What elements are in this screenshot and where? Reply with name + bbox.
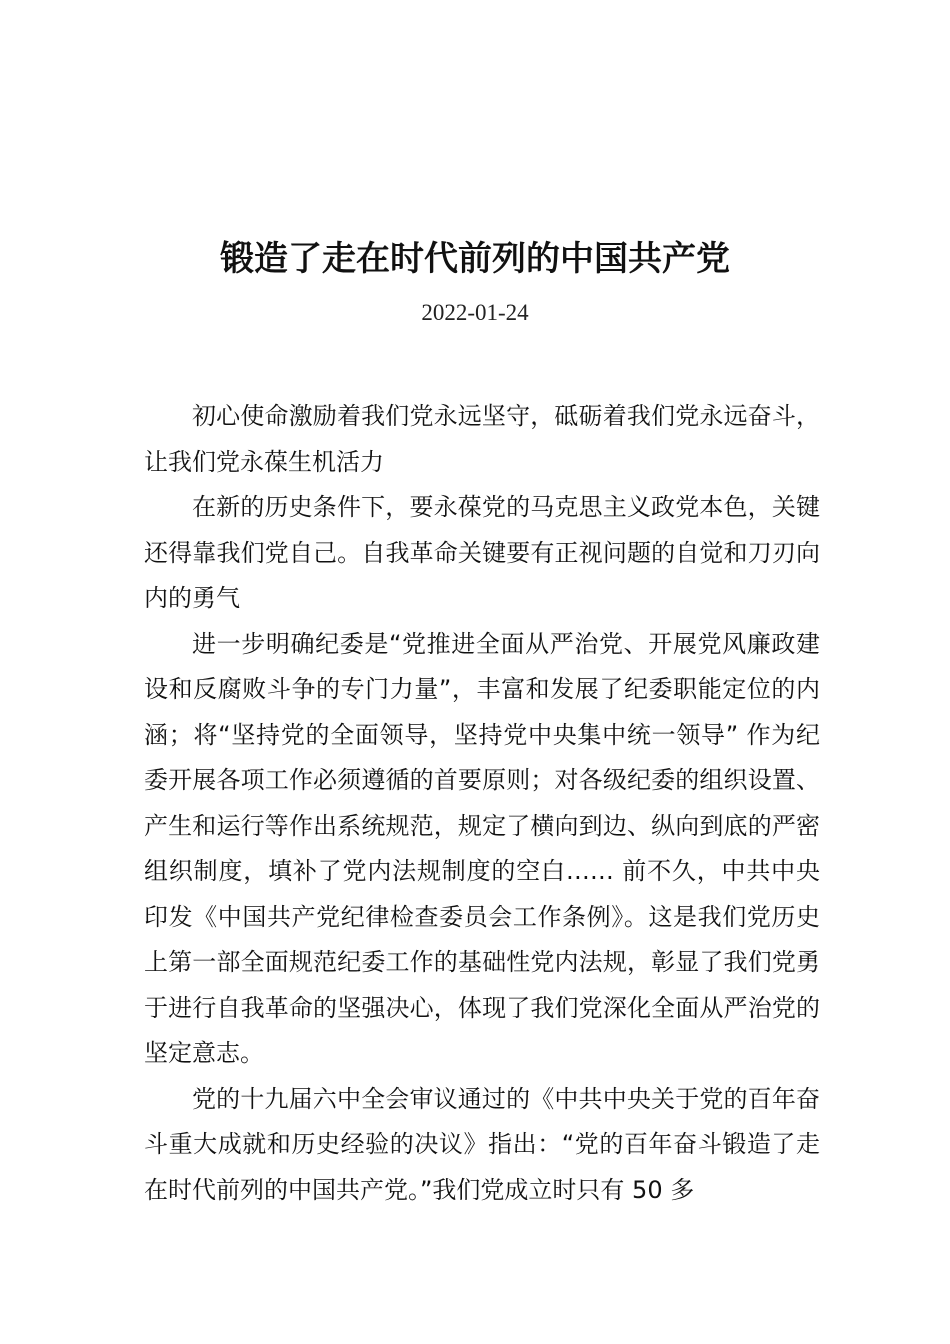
paragraph: 党的十九届六中全会审议通过的《中共中央关于党的百年奋斗重大成就和历史经验的决议》指出：“党的百年奋斗锻造了走在时代前列的中国共产党。”我们党成立时只有 50 多 (144, 1084, 820, 1204)
paragraph: 初心使命激励着我们党永远坚守，砥砺着我们党永远奋斗，让我们党永葆生机活力 (144, 402, 820, 476)
paragraph: 进一步明确纪委是“党推进全面从严治党、开展党风廉政建设和反腐败斗争的专门力量”，丰富和发展了纪委职能定位的内涵；将“坚持党的全面领导，坚持党中央集中统一领导” 作为纪委开展各项工作必须遵循的首要原则；对各级纪委的组织设置、产生和运行等作出系统规范，规定了横向到边、纵向到底的严密组织制度，填补了党内法规制度的空白…… 前不久，中共中央印发《中国共产党纪律检查委员会工作条例》。这是我们党历史上第一部全面规范纪委工作的基础性党内法规，彰显了我们党勇于进行自我革命的坚强决心，体现了我们党深化全面从严治党的坚定意志。 (144, 629, 820, 1067)
article-body (144, 394, 820, 1213)
paragraph: 在新的历史条件下，要永葆党的马克思主义政党本色，关键还得靠我们党自己。自我革命关键要有正视问题的自觉和刀刃向内的勇气 (144, 493, 820, 612)
article-date: 2022-01-24 (421, 300, 529, 325)
article-title: 锻造了走在时代前列的中国共产党 (220, 239, 730, 279)
